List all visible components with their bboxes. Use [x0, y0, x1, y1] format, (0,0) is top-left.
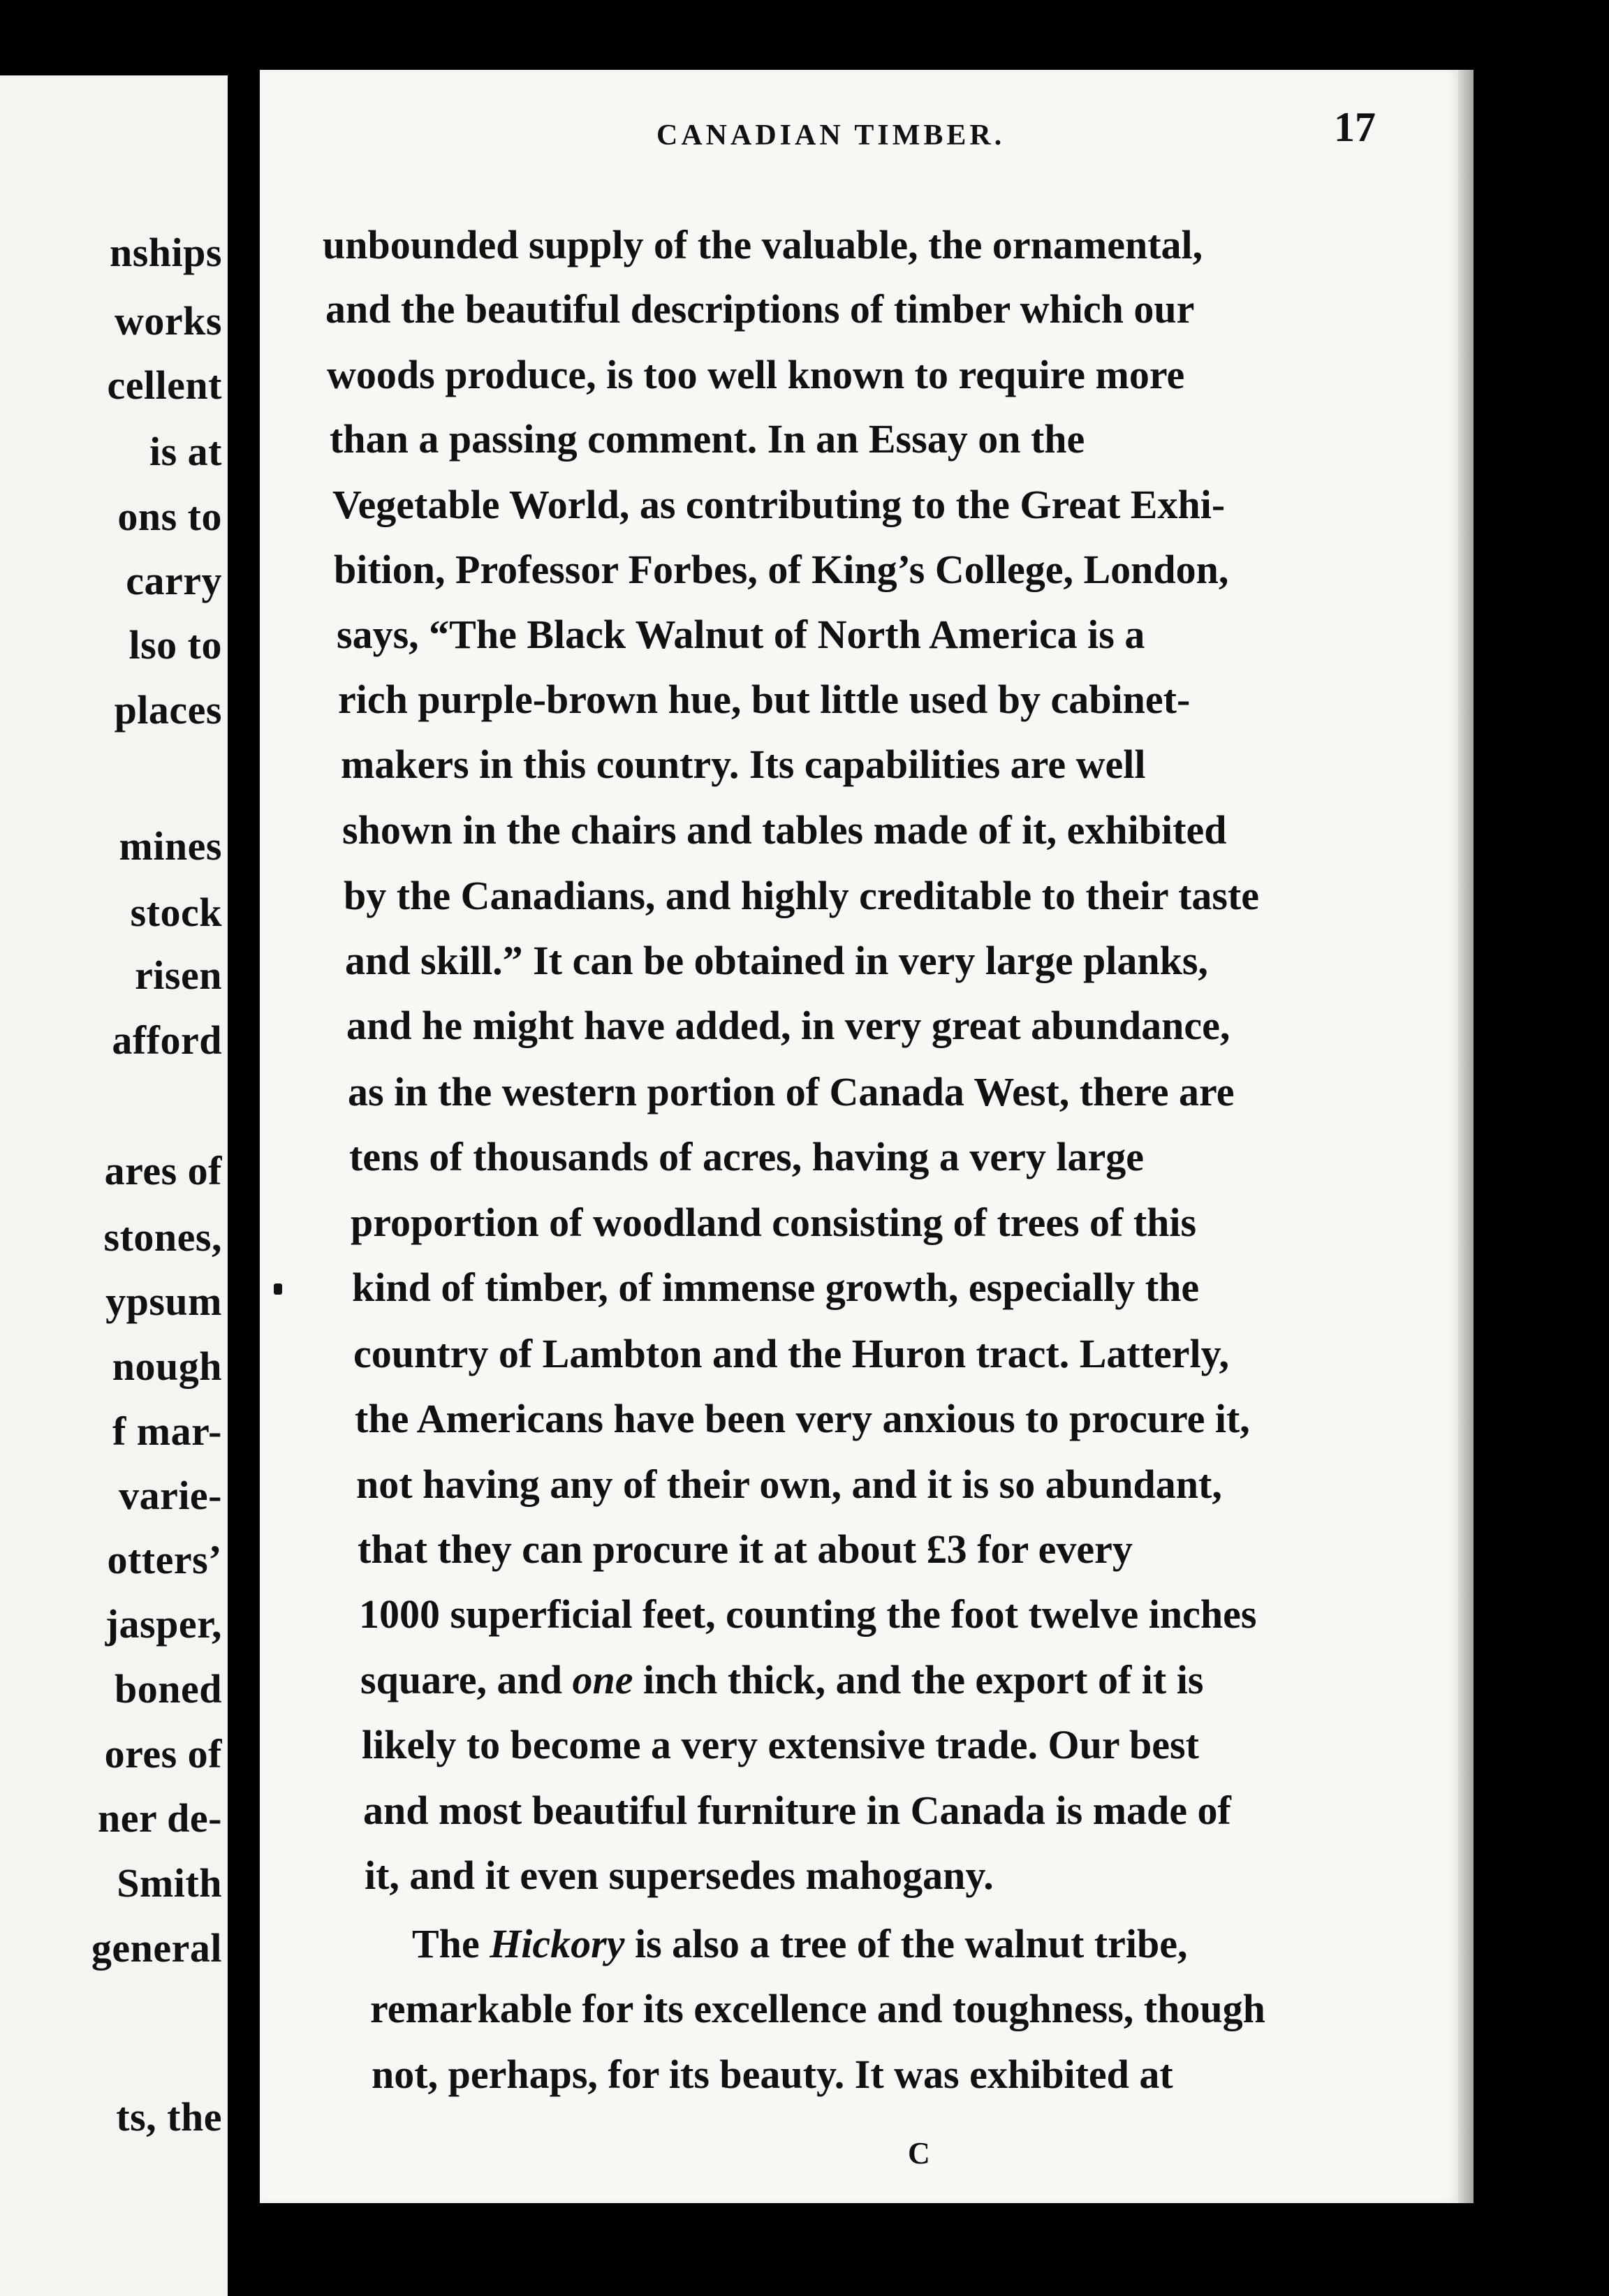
body-line: unbounded supply of the valuable, the ornamental, [323, 222, 1203, 267]
body-line: says, “The Black Walnut of North America is a [337, 612, 1145, 657]
left-line: ypsum [105, 1279, 222, 1324]
left-line: nough [112, 1344, 222, 1389]
body-line: the Americans have been very anxious to procure it, [355, 1396, 1250, 1441]
body-line: bition, Professor Forbes, of King’s College, London, [334, 547, 1229, 592]
left-line: is at [149, 429, 222, 474]
body-line: and the beautiful descriptions of timber which our [325, 286, 1195, 332]
body-line: and most beautiful furniture in Canada is made of [363, 1788, 1231, 1833]
left-line: stones, [103, 1214, 222, 1260]
body-line: it, and it even supersedes mahogany. [365, 1853, 994, 1898]
left-line: afford [112, 1017, 222, 1063]
left-line: risen [135, 952, 222, 998]
body-line: proportion of woodland consisting of trees of this [351, 1200, 1197, 1245]
left-line: carry [126, 558, 222, 603]
body-line-hickory [412, 1921, 1188, 1966]
body-line-square [360, 1657, 1204, 1702]
body-line: country of Lambton and the Huron tract. Latterly, [353, 1331, 1229, 1376]
line-text: inch thick, and the export of it is [633, 1657, 1204, 1702]
previous-page-fragment [0, 75, 228, 2296]
left-line: general [91, 1925, 222, 1971]
left-line: varie- [119, 1473, 222, 1518]
left-line: boned [114, 1666, 222, 1712]
left-line: ner de- [97, 1795, 222, 1841]
page-gutter [228, 0, 260, 2296]
left-line: Smith [117, 1860, 222, 1906]
left-line: places [114, 687, 222, 733]
body-line: as in the western portion of Canada West, there are [348, 1069, 1235, 1114]
margin-mark [274, 1283, 282, 1295]
body-line: tens of thousands of acres, having a very large [349, 1134, 1144, 1179]
signature-mark: C [908, 2136, 930, 2170]
body-line: remarkable for its excellence and toughness, though [370, 1986, 1265, 2031]
left-line: f mar- [112, 1408, 222, 1454]
body-line: kind of timber, of immense growth, especially the [352, 1265, 1200, 1310]
left-line: ores of [104, 1731, 222, 1776]
body-line: 1000 superficial feet, counting the foot twelve inches [359, 1591, 1257, 1637]
body-line: and skill.” It can be obtained in very large planks, [345, 938, 1208, 983]
left-line: lso to [128, 622, 222, 668]
left-line: ts, the [116, 2094, 222, 2140]
line-text: square, and [360, 1657, 573, 1702]
italic-word-one: one [572, 1657, 633, 1702]
body-line: and he might have added, in very great abundance, [346, 1003, 1230, 1048]
body-line: not having any of their own, and it is so abundant, [356, 1462, 1222, 1507]
page-number: 17 [1334, 104, 1376, 150]
left-line: cellent [107, 362, 222, 408]
body-line: shown in the chairs and tables made of it, exhibited [342, 807, 1227, 853]
left-line: works [115, 298, 222, 344]
body-line: than a passing comment. In an Essay on the [330, 416, 1085, 462]
left-line: otters’ [107, 1537, 222, 1582]
body-line: by the Canadians, and highly creditable to their taste [344, 873, 1260, 918]
left-line: nships [109, 230, 222, 275]
body-line: that they can procure it at about £3 for every [358, 1526, 1133, 1572]
running-head: CANADIAN TIMBER. [656, 119, 1006, 152]
body-line: not, perhaps, for its beauty. It was exhibited at [372, 2052, 1173, 2097]
page-edge [1458, 70, 1474, 2203]
left-line: ares of [104, 1148, 222, 1193]
body-line: Vegetable World, as contributing to the Great Exhi- [332, 482, 1226, 527]
line-text: is also a tree of the walnut tribe, [624, 1921, 1188, 1966]
body-line: likely to become a very extensive trade. Our best [362, 1722, 1199, 1767]
body-line: woods produce, is too well known to require more [327, 352, 1185, 397]
line-text: The [412, 1921, 490, 1966]
left-line: jasper, [105, 1601, 222, 1647]
body-line: makers in this country. Its capabilities are well [341, 742, 1146, 787]
body-line: rich purple-brown hue, but little used by cabinet- [338, 677, 1191, 722]
left-line: mines [119, 823, 222, 869]
italic-word-hickory: Hickory [490, 1921, 625, 1966]
left-line: ons to [117, 494, 222, 539]
left-line: stock [130, 890, 222, 935]
